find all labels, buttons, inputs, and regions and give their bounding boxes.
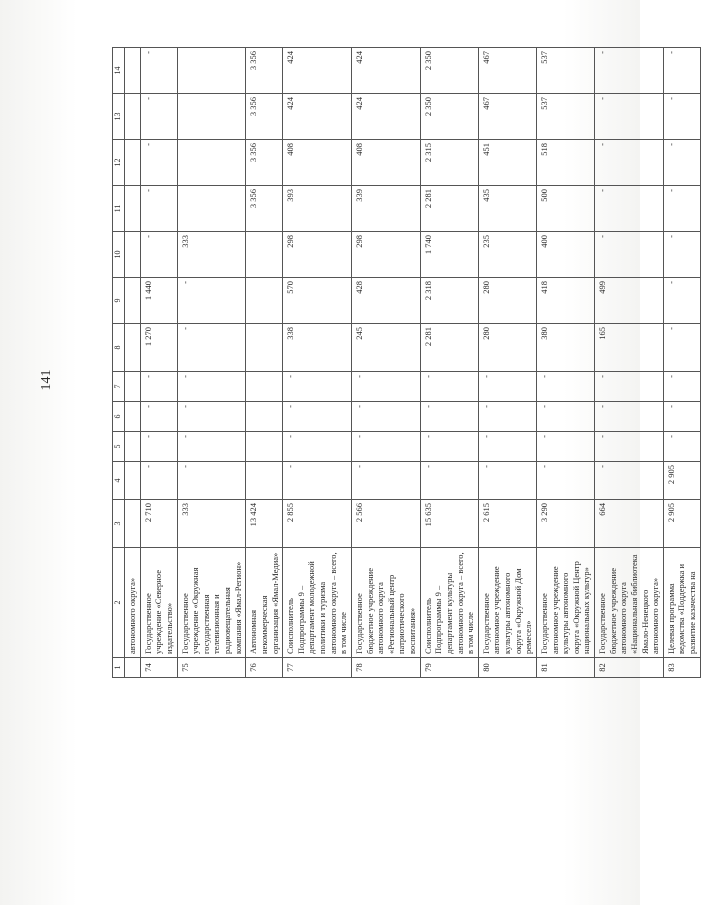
value-cell xyxy=(125,462,141,500)
value-cell: - xyxy=(595,186,664,232)
column-number: 9 xyxy=(113,278,125,324)
value-cell: - xyxy=(177,402,246,432)
value-cell: 424 xyxy=(283,48,352,94)
value-cell: 280 xyxy=(478,324,536,372)
value-cell: - xyxy=(478,402,536,432)
table-row xyxy=(177,48,246,678)
value-cell: - xyxy=(140,48,177,94)
value-cell: - xyxy=(663,402,700,432)
value-cell: 3 290 xyxy=(536,500,594,548)
column-number: 3 xyxy=(113,500,125,548)
value-cell: 339 xyxy=(351,186,420,232)
column-number: 4 xyxy=(113,462,125,500)
value-cell: 537 xyxy=(536,94,594,140)
column-number: 8 xyxy=(113,324,125,372)
value-cell: 537 xyxy=(536,48,594,94)
table-row xyxy=(140,48,177,678)
value-cell: 424 xyxy=(351,48,420,94)
value-cell: 333 xyxy=(177,500,246,548)
table-row xyxy=(536,48,594,678)
value-cell: 298 xyxy=(283,232,352,278)
row-number: 82 xyxy=(595,658,664,678)
row-name: Государственное учреждение «Окружная государственная телевизионная и радиовещательная компания «Ямал-Регион» xyxy=(177,548,246,658)
row-number: 83 xyxy=(663,658,700,678)
value-cell xyxy=(125,372,141,402)
value-cell: 2 281 xyxy=(420,324,478,372)
row-name: Государственное учреждение «Северное издательство» xyxy=(140,548,177,658)
value-cell: - xyxy=(351,462,420,500)
value-cell: - xyxy=(140,462,177,500)
row-number: 74 xyxy=(140,658,177,678)
value-cell xyxy=(246,324,283,372)
value-cell: - xyxy=(140,140,177,186)
value-cell: - xyxy=(140,94,177,140)
value-cell: - xyxy=(663,140,700,186)
row-name: Автономная некоммерческая организация «Ямал-Медиа» xyxy=(246,548,283,658)
row-name: Государственное автономное учреждение культуры автономного округа «Окружной Центр национальных культур» xyxy=(536,548,594,658)
table-row xyxy=(663,48,700,678)
value-cell: 3 356 xyxy=(246,48,283,94)
value-cell: 664 xyxy=(595,500,664,548)
column-number: 14 xyxy=(113,48,125,94)
row-number: 78 xyxy=(351,658,420,678)
value-cell: - xyxy=(283,372,352,402)
value-cell xyxy=(177,140,246,186)
value-cell xyxy=(246,462,283,500)
value-cell xyxy=(246,372,283,402)
value-cell: 3 356 xyxy=(246,140,283,186)
value-cell: 451 xyxy=(478,140,536,186)
value-cell: - xyxy=(478,462,536,500)
value-cell: 380 xyxy=(536,324,594,372)
rotated-table xyxy=(112,48,697,678)
value-cell: 235 xyxy=(478,232,536,278)
value-cell: 393 xyxy=(283,186,352,232)
value-cell: 338 xyxy=(283,324,352,372)
value-cell xyxy=(125,140,141,186)
value-cell: 424 xyxy=(351,94,420,140)
value-cell: - xyxy=(663,372,700,402)
row-name: Государственное бюджетное учреждение автономного округа «Национальная библиотека Ямало-Ненецкого автономного округа» xyxy=(595,548,664,658)
value-cell xyxy=(246,402,283,432)
value-cell: - xyxy=(283,432,352,462)
row-number: 79 xyxy=(420,658,478,678)
row-number: 81 xyxy=(536,658,594,678)
value-cell: - xyxy=(595,372,664,402)
value-cell: 1 440 xyxy=(140,278,177,324)
value-cell: 2 281 xyxy=(420,186,478,232)
value-cell: 2 566 xyxy=(351,500,420,548)
row-name: Государственное бюджетное учреждение автономного округа «Региональный центр патриотического воспитания» xyxy=(351,548,420,658)
value-cell: - xyxy=(283,462,352,500)
row-name: Целевая программа ведомства «Поддержка и развитие казачества на xyxy=(663,548,700,658)
value-cell: 2 615 xyxy=(478,500,536,548)
value-cell xyxy=(125,278,141,324)
value-cell: - xyxy=(177,324,246,372)
column-number: 7 xyxy=(113,372,125,402)
value-cell: 2 350 xyxy=(420,94,478,140)
value-cell xyxy=(246,278,283,324)
value-cell: - xyxy=(536,372,594,402)
value-cell xyxy=(125,500,141,548)
value-cell: 298 xyxy=(351,232,420,278)
value-cell: - xyxy=(663,278,700,324)
column-number: 2 xyxy=(113,548,125,658)
table-row xyxy=(283,48,352,678)
value-cell: - xyxy=(595,462,664,500)
value-cell xyxy=(125,232,141,278)
value-cell: - xyxy=(478,432,536,462)
value-cell: 467 xyxy=(478,94,536,140)
value-cell: 467 xyxy=(478,48,536,94)
value-cell: - xyxy=(177,432,246,462)
column-number: 11 xyxy=(113,186,125,232)
value-cell: 3 356 xyxy=(246,94,283,140)
table-row xyxy=(595,48,664,678)
column-number: 6 xyxy=(113,402,125,432)
value-cell: 518 xyxy=(536,140,594,186)
value-cell: - xyxy=(536,462,594,500)
value-cell: - xyxy=(595,232,664,278)
value-cell: 3 356 xyxy=(246,186,283,232)
row-number: 80 xyxy=(478,658,536,678)
value-cell: 500 xyxy=(536,186,594,232)
value-cell: 2 905 xyxy=(663,462,700,500)
column-number: 13 xyxy=(113,94,125,140)
value-cell: - xyxy=(351,372,420,402)
value-cell: - xyxy=(140,372,177,402)
value-cell: 408 xyxy=(283,140,352,186)
column-number: 1 xyxy=(113,658,125,678)
table-row xyxy=(246,48,283,678)
value-cell: - xyxy=(478,372,536,402)
value-cell: 408 xyxy=(351,140,420,186)
value-cell xyxy=(246,232,283,278)
value-cell: 2 318 xyxy=(420,278,478,324)
value-cell: - xyxy=(663,186,700,232)
row-name: автономного округа» xyxy=(125,548,141,658)
column-number: 10 xyxy=(113,232,125,278)
value-cell: - xyxy=(420,462,478,500)
value-cell: - xyxy=(177,462,246,500)
value-cell: 245 xyxy=(351,324,420,372)
value-cell: 280 xyxy=(478,278,536,324)
value-cell: - xyxy=(663,324,700,372)
value-cell: - xyxy=(595,48,664,94)
row-number: 77 xyxy=(283,658,352,678)
value-cell: 2 710 xyxy=(140,500,177,548)
value-cell: - xyxy=(663,94,700,140)
value-cell: 2 855 xyxy=(283,500,352,548)
value-cell: - xyxy=(351,432,420,462)
value-cell: 13 424 xyxy=(246,500,283,548)
value-cell: - xyxy=(420,432,478,462)
column-number: 12 xyxy=(113,140,125,186)
value-cell: - xyxy=(140,432,177,462)
table-container xyxy=(112,48,697,678)
row-number: 75 xyxy=(177,658,246,678)
value-cell xyxy=(125,48,141,94)
value-cell: - xyxy=(663,48,700,94)
value-cell xyxy=(246,432,283,462)
value-cell: 165 xyxy=(595,324,664,372)
row-name: Государственное автономное учреждение культуры автономного округа «Окружной Дом ремесел» xyxy=(478,548,536,658)
value-cell: - xyxy=(536,402,594,432)
value-cell: 424 xyxy=(283,94,352,140)
value-cell: - xyxy=(595,140,664,186)
value-cell: - xyxy=(663,232,700,278)
value-cell: 2 905 xyxy=(663,500,700,548)
value-cell xyxy=(125,324,141,372)
value-cell xyxy=(177,94,246,140)
value-cell: 333 xyxy=(177,232,246,278)
value-cell: - xyxy=(177,372,246,402)
value-cell: 418 xyxy=(536,278,594,324)
value-cell: 400 xyxy=(536,232,594,278)
value-cell xyxy=(125,94,141,140)
value-cell: - xyxy=(663,432,700,462)
value-cell xyxy=(125,432,141,462)
value-cell: 570 xyxy=(283,278,352,324)
value-cell: - xyxy=(140,232,177,278)
value-cell: - xyxy=(351,402,420,432)
value-cell xyxy=(177,48,246,94)
value-cell: 428 xyxy=(351,278,420,324)
value-cell: - xyxy=(595,432,664,462)
value-cell: - xyxy=(177,278,246,324)
table-row xyxy=(351,48,420,678)
row-name: Соисполнитель Подпрограммы 9 – департамент молодежной политики и туризма автономного округа – всего, в том числе xyxy=(283,548,352,658)
value-cell: 15 635 xyxy=(420,500,478,548)
value-cell xyxy=(125,186,141,232)
value-cell xyxy=(177,186,246,232)
table-body xyxy=(113,48,701,678)
value-cell: 2 315 xyxy=(420,140,478,186)
value-cell: - xyxy=(536,432,594,462)
row-number xyxy=(125,658,141,678)
column-number: 5 xyxy=(113,432,125,462)
page-number: 141 xyxy=(39,369,54,391)
value-cell: - xyxy=(595,94,664,140)
value-cell: 1 740 xyxy=(420,232,478,278)
value-cell: - xyxy=(140,402,177,432)
value-cell: 1 270 xyxy=(140,324,177,372)
value-cell: 499 xyxy=(595,278,664,324)
table-row xyxy=(478,48,536,678)
row-name: Соисполнитель Подпрограммы 9 – департамент культуры автономного округа – всего, в том числе xyxy=(420,548,478,658)
value-cell: - xyxy=(140,186,177,232)
value-cell: - xyxy=(283,402,352,432)
value-cell: - xyxy=(420,402,478,432)
row-number: 76 xyxy=(246,658,283,678)
value-cell: - xyxy=(595,402,664,432)
table-row xyxy=(125,48,141,678)
table-row xyxy=(420,48,478,678)
value-cell: 2 350 xyxy=(420,48,478,94)
header-row xyxy=(113,48,125,678)
value-cell: 435 xyxy=(478,186,536,232)
budget-table xyxy=(112,47,701,678)
value-cell: - xyxy=(420,372,478,402)
value-cell xyxy=(125,402,141,432)
